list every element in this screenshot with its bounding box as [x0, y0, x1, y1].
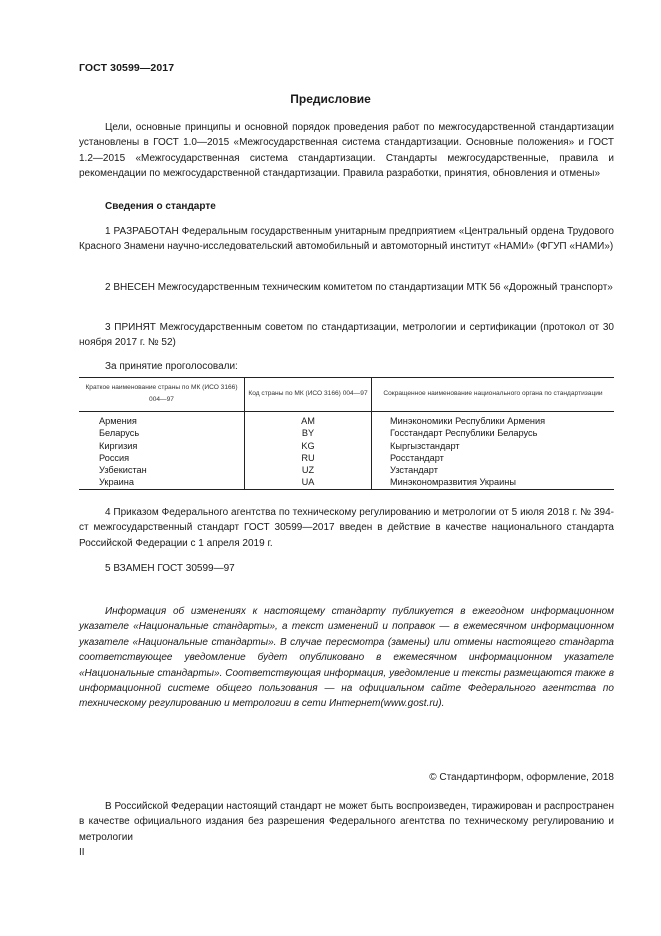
item-introduced: 2 ВНЕСЕН Межгосударственным техническим комитетом по стандартизации МТК 56 «Дорожный транспорт» [105, 282, 613, 293]
table-row [79, 412, 614, 428]
cell-code: RU [245, 452, 372, 464]
item-enacted: 4 Приказом Федерального агентства по техническому регулированию и метрологии от 5 июля 2018 г. № 394-ст межгосударственный стандарт ГОСТ 30599—2017 введен в действие в качестве национального стандарта Российской Федерации с 1 апреля 2019 г. [79, 507, 614, 549]
votes-caption: За принятие проголосовали: [105, 361, 238, 372]
section-heading: Сведения о стандарте [105, 201, 216, 212]
cell-country: Россия [99, 452, 130, 463]
header-country: Краткое наименование страны по МК (ИСО 3166) 004—97 [79, 378, 245, 412]
cell-country: Украина [79, 476, 245, 489]
cell-org: Минэкономразвития Украины [372, 476, 615, 489]
table-row [79, 464, 614, 476]
cell-code: UZ [245, 464, 372, 476]
cell-code: BY [245, 427, 372, 439]
copyright-line: © Стандартинформ, оформление, 2018 [429, 772, 614, 783]
page-title: Предисловие [290, 92, 371, 106]
page-number: II [79, 847, 85, 858]
cell-country: Беларусь [99, 428, 140, 439]
cell-org: Узстандарт [372, 464, 615, 476]
table-row [79, 440, 614, 452]
cell-code: UA [245, 476, 372, 489]
cell-code: KG [245, 440, 372, 452]
table-row [79, 476, 614, 489]
item-replaces: 5 ВЗАМЕН ГОСТ 30599—97 [105, 563, 235, 574]
table-row [79, 452, 614, 464]
table-header-row [79, 378, 614, 412]
standard-code-header: ГОСТ 30599—2017 [79, 62, 175, 74]
table-row [79, 427, 614, 439]
cell-country: Киргизия [99, 440, 138, 451]
header-org: Сокращенное наименование национального органа по стандартизации [372, 378, 615, 412]
changes-notice: Информация об изменениях к настоящему стандарту публикуется в ежегодном информационном указателе «Национальные стандарты», а текст изменений и поправок — в ежемесячном информационном указателе «Национальные стандарты». В случае пересмотра (замены) или отмены настоящего стандарта соответствующее уведомление будет опубликовано в ежемесячном информационном указателе «Национальные стандарты». Соответствующая информация, уведомление и тексты размещаются также в информационной системе общего пользования — на официальном сайте Федерального агентства по техническому регулированию и метрологии в сети Интернет(www.gost.ru). [79, 606, 614, 710]
cell-org: Минэкономики Республики Армения [372, 412, 615, 428]
votes-table [79, 377, 614, 490]
cell-country: Узбекистан [99, 465, 147, 476]
item-developed: 1 РАЗРАБОТАН Федеральным государственным унитарным предприятием «Центральный ордена Трудового Красного Знамени научно-исследовательский автомобильный и автомоторный институт «НАМИ» (ФГУП «НАМИ») [79, 226, 614, 253]
item-adopted: 3 ПРИНЯТ Межгосударственным советом по стандартизации, метрологии и сертификации (протокол от 30 ноября 2017 г. № 52) [79, 322, 614, 349]
header-code: Код страны по МК (ИСО 3166) 004—97 [245, 378, 372, 412]
cell-org: Госстандарт Республики Беларусь [372, 427, 615, 439]
cell-org: Росстандарт [372, 452, 615, 464]
cell-code: AM [245, 412, 372, 428]
rights-paragraph: В Российской Федерации настоящий стандарт не может быть воспроизведен, тиражирован и распространен в качестве официального издания без разрешения Федерального агентства по техническому регулированию и метрологии [79, 801, 614, 843]
cell-country: Армения [99, 416, 137, 426]
intro-paragraph: Цели, основные принципы и основной порядок проведения работ по межгосударственной стандартизации установлены в ГОСТ 1.0—2015 «Межгосударственная система стандартизации. Основные положения» и ГОСТ 1.2—2015 «Межгосударственная система стандартизации. Стандарты межгосударственные, правила и рекомендации по межгосударственной стандартизации. Правила разработки, принятия, обновления и отмены» [79, 122, 614, 180]
cell-org: Кыргызстандарт [372, 440, 615, 452]
